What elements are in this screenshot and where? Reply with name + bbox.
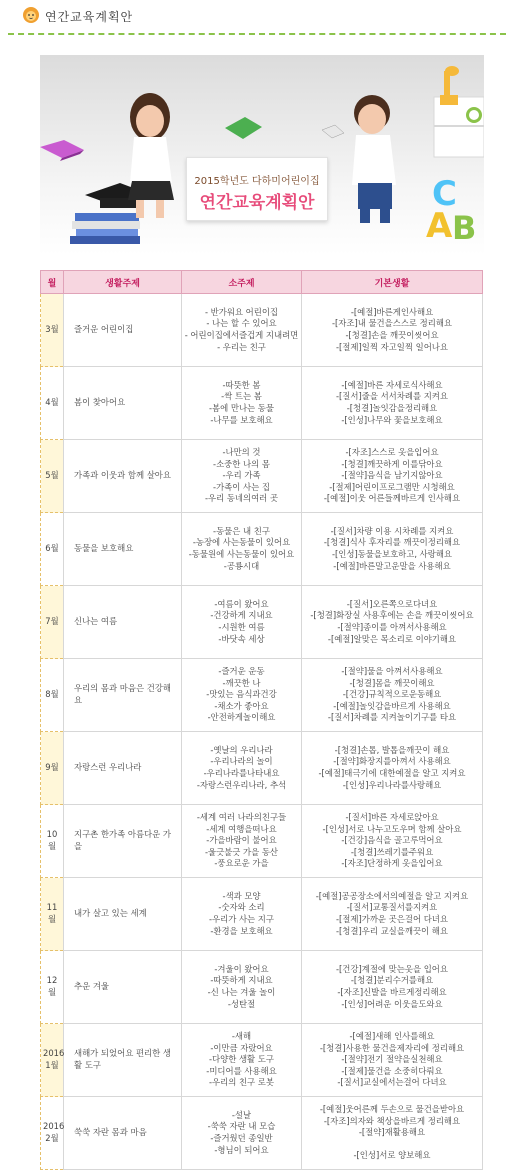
subtopic-item: -우리의 친구 로봇 [209,1077,274,1088]
basic-life-item: -[절약]종이를 아껴서사용해요 [337,622,447,632]
subtopic-cell [182,659,302,732]
top-bar [0,0,514,34]
subtopic-item: -옛날의 우리나라 [210,744,273,755]
basic-life-item: -[예절]바른게인사해요 [350,306,434,317]
basic-life-item: -[질서]차례를 지켜놀이기구를 타요 [327,712,457,723]
subtopic-item: -설날 [231,1109,252,1120]
month-label: 11월 [46,902,58,924]
subtopic-item: -우리 가족 [222,470,261,481]
subtopic-item: -새해 [231,1031,252,1042]
subtopic-item: -따뜻하게 지내요 [210,975,273,986]
month-label: 5월 [45,470,59,481]
subtopic-item: -즐거운 운동 [218,666,265,677]
theme-label: 우리의 몸과 마음은 건강해요 [74,683,171,705]
table-body [41,294,483,1170]
basic-life-item: -[청결]놀잇감을정리해요 [346,403,438,413]
curriculum-table [40,270,483,1170]
subtopic-cell [182,440,302,513]
dashed-divider [8,33,506,35]
table-row [41,513,483,586]
banner-board [186,157,328,221]
month-cell [41,440,64,513]
month-cell [41,513,64,586]
basic-life-cell [302,951,483,1024]
month-label: 2016 2월 [43,1121,65,1143]
basic-life-item: -[인성]동물을보호하고, 사랑해요 [331,549,453,559]
subtopic-item: -시원한 여름 [218,622,265,632]
subtopic-item: -우리나라의 놀이 [210,756,273,767]
column-header-theme: 생활주제 [64,271,182,294]
basic-life-item: -[질서]교통질서를지켜요 [346,902,438,913]
table-row [41,732,483,805]
month-label: 3월 [45,324,59,335]
theme-label: 신나는 여름 [74,616,118,627]
basic-life-item: -[자조]의자와 책상을바르게 정리해요 [323,1115,461,1126]
month-label: 12월 [46,975,58,997]
column-header-basic-life: 기본생활 [302,271,483,294]
basic-life-item: -[질서]교실에서는걸어 다녀요 [337,1077,447,1088]
subtopic-item: -쑥쑥 자란 내 모습 [207,1121,276,1132]
column-header-month: 월 [41,271,64,294]
basic-life-item: -[자조]내 물건을스스로 정리해요 [331,318,453,329]
subtopic-item: -성탄절 [227,998,256,1009]
banner-subtitle: 2015학년도 다하미어린이집 [194,176,320,187]
basic-life-item: -[건강]계절에 맞는옷을 입어요 [336,963,448,974]
subtopic-item: -겨울이 왔어요 [214,963,269,974]
subtopic-cell [182,732,302,805]
basic-life-cell [302,586,483,659]
basic-life-item: -[질서]바른 자세로앉아요 [345,812,439,823]
subtopic-cell [182,513,302,586]
basic-life-item: -[예절]알맞은 목소리로 이야기해요 [327,633,457,644]
basic-life-item: -[예절]바른 자세로식사해요 [341,379,443,390]
subtopic-item: -세계 여러 나라의친구들 [196,812,287,823]
subtopic-item: -맛있는 음식과건강 [206,689,277,700]
theme-cell [64,294,182,367]
subtopic-item: - 어린이집에서즐겁게 지내려면 [184,330,299,340]
basic-life-item: -[자조]단정하게 옷을입어요 [341,858,443,869]
subtopic-item: -숫자와 소리 [218,902,265,913]
theme-cell [64,586,182,659]
theme-cell [64,951,182,1024]
subtopic-item: -신 나는 겨울 놀이 [207,987,276,997]
basic-life-item: -[자조]스스로 옷을입어요 [345,447,439,458]
table-row [41,1097,483,1170]
banner-title: 연간교육계획안 [199,193,315,213]
table-row [41,586,483,659]
month-cell [41,878,64,951]
column-header-subtopic: 소주제 [182,271,302,294]
theme-label: 추운 겨울 [74,981,110,992]
basic-life-item: -[절약]재활용해요 [358,1127,426,1138]
table-row [41,1024,483,1097]
theme-cell [64,367,182,440]
theme-cell [64,1024,182,1097]
basic-life-item: -[질서]차량 이용 시차례를 지켜요 [330,525,454,536]
theme-label: 봄이 찾아어요 [74,397,126,408]
basic-life-item: -[인성]서로 양보해요 [353,1150,431,1161]
table-row [41,951,483,1024]
subtopic-item: -이만큼 자랐어요 [210,1042,273,1053]
basic-life-item: -[예절]웃어른께 두손으로 물건을받아요 [319,1104,465,1115]
basic-life-cell [302,513,483,586]
subtopic-item: - 나는 할 수 있어요 [206,318,277,329]
month-label: 2016 1월 [43,1048,65,1070]
basic-life-item: -[예절]태극기에 대한예절을 알고 지켜요 [318,768,466,778]
basic-life-item: -[질서]줄을 서서차례를 지켜요 [336,391,448,402]
subtopic-cell [182,1024,302,1097]
theme-label: 자랑스런 우리나라 [74,762,142,773]
subtopic-item: -다양한 생활 도구 [209,1054,274,1065]
theme-cell [64,513,182,586]
basic-life-item: -[절약]화장지를아껴서 사용해요 [333,756,451,767]
basic-life-cell [302,732,483,805]
basic-life-item: -[청결]화장실 사용후에는 손을 깨끗이씻어요 [310,610,474,621]
subtopic-cell [182,1097,302,1170]
theme-cell [64,878,182,951]
subtopic-item: -싹 트는 봄 [221,391,262,402]
basic-life-item: -[청결]몸을 깨끗이해요 [349,677,435,688]
theme-label: 내가 살고 있는 세계 [74,908,147,919]
theme-label: 새해가 되었어요 편리한 생활 도구 [74,1048,171,1070]
subtopic-item: -자랑스런우리나라, 추석 [196,779,287,790]
basic-life-item: -[예절]이웃 어른들께바르게 인사해요 [323,493,461,504]
basic-life-item: -[질서]오른쪽으로다녀요 [346,598,438,609]
month-cell [41,659,64,732]
subtopic-item: -동물원에 사는동물이 있어요 [188,549,295,559]
subtopic-item: -나무를 보호해요 [210,414,273,425]
theme-label: 가족과 이웃과 함께 살아요 [74,470,171,481]
subtopic-item: -소중한 나의 몸 [213,458,270,469]
subtopic-item: -환경을 보호해요 [210,925,273,936]
theme-cell [64,659,182,732]
lion-logo-icon [22,6,40,24]
basic-life-item: -[예절]새해 인사를해요 [349,1031,435,1042]
basic-life-item: -[자조]신발을 바르게정리해요 [337,987,447,997]
month-label: 7월 [45,616,59,627]
table-row [41,805,483,878]
banner-image [40,55,484,255]
month-label: 9월 [45,762,59,773]
subtopic-item: -풍요로운 가을 [214,858,269,869]
subtopic-cell [182,951,302,1024]
basic-life-item: -[청결]사용한 물건을제자리에 정리해요 [319,1042,465,1053]
basic-life-item: -[건강]규칙적으로운동해요 [342,689,442,700]
basic-life-item: -[청결]쓰레기를주워요 [350,846,434,857]
subtopic-item: -안전하게놀이해요 [207,712,276,723]
subtopic-item: -봄에 만나는 동물 [209,403,274,413]
curriculum-table-container [40,270,482,1170]
basic-life-item: -[절제]일찍 자고일찍 일어나요 [336,341,448,352]
subtopic-item: -따뜻한 봄 [222,379,261,390]
subtopic-item: -울긋불긋 가을 동산 [204,846,279,857]
subtopic-item: -공룡시대 [223,560,260,571]
table-header-row [41,271,483,294]
month-cell [41,1097,64,1170]
basic-life-cell [302,367,483,440]
subtopic-item: -채소가 좋아요 [214,700,269,711]
basic-life-cell [302,440,483,513]
theme-cell [64,1097,182,1170]
subtopic-item: -세계 여행을떠나요 [206,823,277,834]
basic-life-cell [302,659,483,732]
subtopic-item: -우리 동네의여러 곳 [204,493,279,504]
month-cell [41,586,64,659]
month-cell [41,805,64,878]
basic-life-cell [302,1097,483,1170]
subtopic-item: -건강하게 지내요 [210,610,273,621]
subtopic-item: -깨끗한 나 [222,677,261,688]
basic-life-item: -[절제]가까운 곳은걸어 다녀요 [336,914,448,924]
theme-label: 즐거운 어린이집 [74,324,134,335]
basic-life-item: -[예절]공공장소에서의예절을 알고 지켜요 [315,890,469,901]
theme-label: 동물을 보호해요 [74,543,134,554]
subtopic-item: -여름이 왔어요 [214,598,269,609]
month-cell [41,367,64,440]
basic-life-cell [302,294,483,367]
basic-life-item: -[청결]분리수거를해요 [350,975,434,986]
basic-life-item: -[절제]어린이프로그램만 시청해요 [329,481,455,492]
subtopic-item: -가을바람이 불어요 [206,835,277,846]
theme-cell [64,440,182,513]
subtopic-cell [182,367,302,440]
subtopic-item: -농장에 사는동물이 있어요 [192,537,291,548]
subtopic-cell [182,878,302,951]
basic-life-item: -[인성]어려운 이웃을도와요 [341,998,443,1009]
theme-label: 지구촌 한가족 아름다운 가을 [74,829,171,851]
subtopic-item: -형님이 되어요 [214,1144,269,1155]
subtopic-item: - 반가워요 어린이집 [204,306,279,317]
subtopic-item: -가족이 사는 집 [213,481,270,492]
month-label: 8월 [45,689,59,700]
subtopic-item: -우리가 사는 지구 [209,914,274,924]
month-label: 4월 [45,397,59,408]
month-cell [41,1024,64,1097]
svg-text:A: A [426,206,453,246]
subtopic-cell [182,586,302,659]
table-row [41,440,483,513]
month-cell [41,732,64,805]
basic-life-item: -[절약]물을 아껴서사용해요 [341,666,443,677]
basic-life-item: -[청결]깨끗하게 이를닦아요 [341,458,443,469]
basic-life-item: -[절약]음식을 남기지않아요 [341,470,443,481]
table-row [41,294,483,367]
basic-life-item: -[예절]바른말고운말을 사용해요 [333,560,451,571]
basic-life-item: -[건강]음식을 골고루먹어요 [341,835,443,846]
table-row [41,367,483,440]
basic-life-item [304,1139,480,1151]
basic-life-item: -[예절]놀잇감을바르게 사용해요 [333,700,451,711]
basic-life-item: -[인성]우리나라를사랑해요 [342,779,442,790]
basic-life-item: -[청결]손톱, 발톱을깨끗이 해요 [334,744,450,755]
basic-life-cell [302,878,483,951]
basic-life-item: -[청결]식사 후자리를 깨끗이정리해요 [323,537,461,548]
theme-label: 쑥쑥 자란 몸과 마음 [74,1127,147,1138]
table-row [41,878,483,951]
theme-cell [64,732,182,805]
subtopic-item: -동물은 내 친구 [213,525,270,536]
subtopic-item: -나만의 것 [222,447,261,458]
table-row [41,659,483,732]
svg-text:C: C [432,174,457,214]
subtopic-cell [182,294,302,367]
subtopic-item: -미디어를 사용해요 [206,1065,277,1076]
theme-cell [64,805,182,878]
basic-life-cell [302,1024,483,1097]
subtopic-item: -우리나라를나타내요 [203,768,280,778]
basic-life-item: -[절제]물건을 소중히다뤄요 [341,1065,443,1076]
month-label: 10월 [46,829,58,851]
basic-life-item: -[절약]전기 절약을실천해요 [341,1054,443,1065]
page-title: 연간교육계획안 [45,10,134,24]
basic-life-item: -[인성]서로 나누고도우며 함께 살아요 [322,823,462,834]
subtopic-item: - 우리는 친구 [217,341,266,352]
basic-life-item: -[인성]나무와 꽃을보호해요 [341,414,443,425]
month-label: 6월 [45,543,59,554]
basic-life-item: -[청결]손을 깨끗이씻어요 [345,330,439,340]
subtopic-item: -바닷속 세상 [218,633,265,644]
subtopic-item: -색과 모양 [222,890,261,901]
subtopic-item: -즐거웠던 종일반 [210,1133,273,1143]
month-cell [41,951,64,1024]
basic-life-cell [302,805,483,878]
basic-life-item: -[청결]우리 교실을깨끗이 해요 [336,925,448,936]
svg-text:B: B [452,209,477,247]
banner-illustration [40,55,484,255]
month-cell [41,294,64,367]
subtopic-cell [182,805,302,878]
